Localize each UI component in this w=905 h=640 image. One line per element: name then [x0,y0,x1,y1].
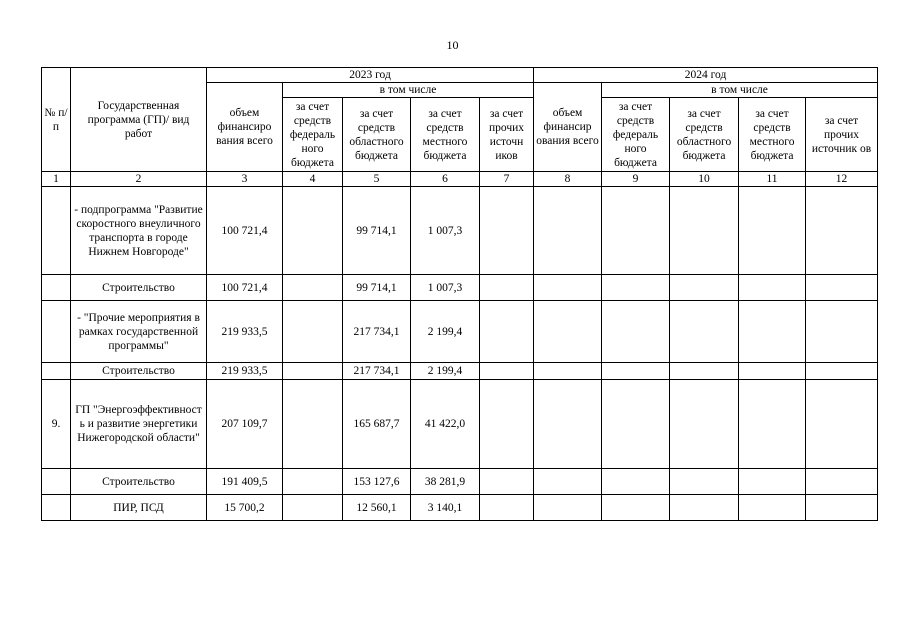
column-number: 6 [411,172,480,187]
row-federal-2023 [283,469,343,495]
row-federal-2023 [283,363,343,380]
row-cell-2024 [739,301,806,363]
row-cell-2024 [670,469,739,495]
row-other-2023 [480,495,534,521]
column-number: 12 [806,172,878,187]
header-local-2024: за счет средств местного бюджета [739,98,806,172]
row-cell-2024 [806,187,878,275]
row-cell-2024 [806,275,878,301]
row-regional-2023: 165 687,7 [343,380,411,469]
header-incl-2024: в том числе [602,83,878,98]
row-num: 9. [42,380,71,469]
row-cell-2024 [534,495,602,521]
header-year-2023: 2023 год [207,68,534,83]
page-number: 10 [446,38,459,52]
financing-table [41,67,878,521]
row-name: ГП "Энергоэффективност ь и развитие энергетики Нижегородской области" [71,380,207,469]
row-total-2023: 15 700,2 [207,495,283,521]
row-cell-2024 [602,301,670,363]
row-federal-2023 [283,380,343,469]
row-cell-2024 [602,469,670,495]
row-cell-2024 [739,469,806,495]
row-cell-2024 [534,363,602,380]
column-number: 9 [602,172,670,187]
row-other-2023 [480,380,534,469]
row-cell-2024 [534,301,602,363]
row-cell-2024 [739,380,806,469]
column-number: 8 [534,172,602,187]
row-name: Строительство [71,469,207,495]
row-other-2023 [480,363,534,380]
row-local-2023: 2 199,4 [411,363,480,380]
row-other-2023 [480,301,534,363]
row-cell-2024 [739,187,806,275]
row-cell-2024 [534,380,602,469]
header-regional-2024: за счет средств областного бюджета [670,98,739,172]
column-number: 4 [283,172,343,187]
row-name: - подпрограмма "Развитие скоростного внеуличного транспорта в городе Нижнем Новгороде" [71,187,207,275]
row-federal-2023 [283,275,343,301]
table-row [42,275,878,301]
row-cell-2024 [806,469,878,495]
row-cell-2024 [602,187,670,275]
row-cell-2024 [806,301,878,363]
table-row [42,301,878,363]
row-cell-2024 [602,363,670,380]
row-num [42,469,71,495]
header-local-2023: за счет средств местного бюджета [411,98,480,172]
row-name: Строительство [71,275,207,301]
row-federal-2023 [283,495,343,521]
header-year-2024: 2024 год [534,68,878,83]
header-program: Государственная программа (ГП)/ вид работ [71,68,207,172]
row-cell-2024 [670,275,739,301]
row-cell-2024 [534,187,602,275]
header-total-2024: объем финансир ования всего [534,83,602,172]
column-number: 5 [343,172,411,187]
table-row [42,363,878,380]
row-num [42,495,71,521]
header-row-years [42,68,878,83]
row-cell-2024 [806,363,878,380]
header-other-2023: за счет прочих источн иков [480,98,534,172]
row-num [42,275,71,301]
row-cell-2024 [670,187,739,275]
row-cell-2024 [602,380,670,469]
row-local-2023: 1 007,3 [411,187,480,275]
row-local-2023: 3 140,1 [411,495,480,521]
row-local-2023: 41 422,0 [411,380,480,469]
row-regional-2023: 217 734,1 [343,301,411,363]
row-num [42,187,71,275]
row-total-2023: 219 933,5 [207,301,283,363]
table-row [42,380,878,469]
row-cell-2024 [670,380,739,469]
row-name: - "Прочие мероприятия в рамках государственной программы" [71,301,207,363]
column-number: 1 [42,172,71,187]
column-number: 10 [670,172,739,187]
row-regional-2023: 153 127,6 [343,469,411,495]
row-other-2023 [480,275,534,301]
row-cell-2024 [602,275,670,301]
row-total-2023: 191 409,5 [207,469,283,495]
row-total-2023: 219 933,5 [207,363,283,380]
row-name: Строительство [71,363,207,380]
header-num: № п/п [42,68,71,172]
column-number: 11 [739,172,806,187]
row-cell-2024 [739,363,806,380]
row-local-2023: 38 281,9 [411,469,480,495]
column-numbers-row [42,172,878,187]
header-incl-2023: в том числе [283,83,534,98]
row-cell-2024 [602,495,670,521]
row-cell-2024 [670,495,739,521]
header-federal-2023: за счет средств федераль ного бюджета [283,98,343,172]
row-cell-2024 [670,363,739,380]
table-row [42,187,878,275]
row-local-2023: 1 007,3 [411,275,480,301]
row-cell-2024 [806,495,878,521]
row-total-2023: 100 721,4 [207,187,283,275]
row-other-2023 [480,187,534,275]
row-federal-2023 [283,187,343,275]
row-regional-2023: 99 714,1 [343,187,411,275]
row-cell-2024 [670,301,739,363]
row-name: ПИР, ПСД [71,495,207,521]
row-total-2023: 100 721,4 [207,275,283,301]
row-cell-2024 [534,469,602,495]
row-num [42,363,71,380]
header-federal-2024: за счет средств федераль ного бюджета [602,98,670,172]
row-regional-2023: 99 714,1 [343,275,411,301]
header-regional-2023: за счет средств областного бюджета [343,98,411,172]
row-cell-2024 [739,495,806,521]
row-total-2023: 207 109,7 [207,380,283,469]
row-cell-2024 [739,275,806,301]
row-local-2023: 2 199,4 [411,301,480,363]
header-other-2024: за счет прочих источник ов [806,98,878,172]
row-cell-2024 [806,380,878,469]
row-federal-2023 [283,301,343,363]
row-regional-2023: 12 560,1 [343,495,411,521]
table-row [42,469,878,495]
row-cell-2024 [534,275,602,301]
column-number: 3 [207,172,283,187]
header-total-2023: объем финансиро вания всего [207,83,283,172]
row-num [42,301,71,363]
table-row [42,495,878,521]
column-number: 7 [480,172,534,187]
row-other-2023 [480,469,534,495]
column-number: 2 [71,172,207,187]
row-regional-2023: 217 734,1 [343,363,411,380]
